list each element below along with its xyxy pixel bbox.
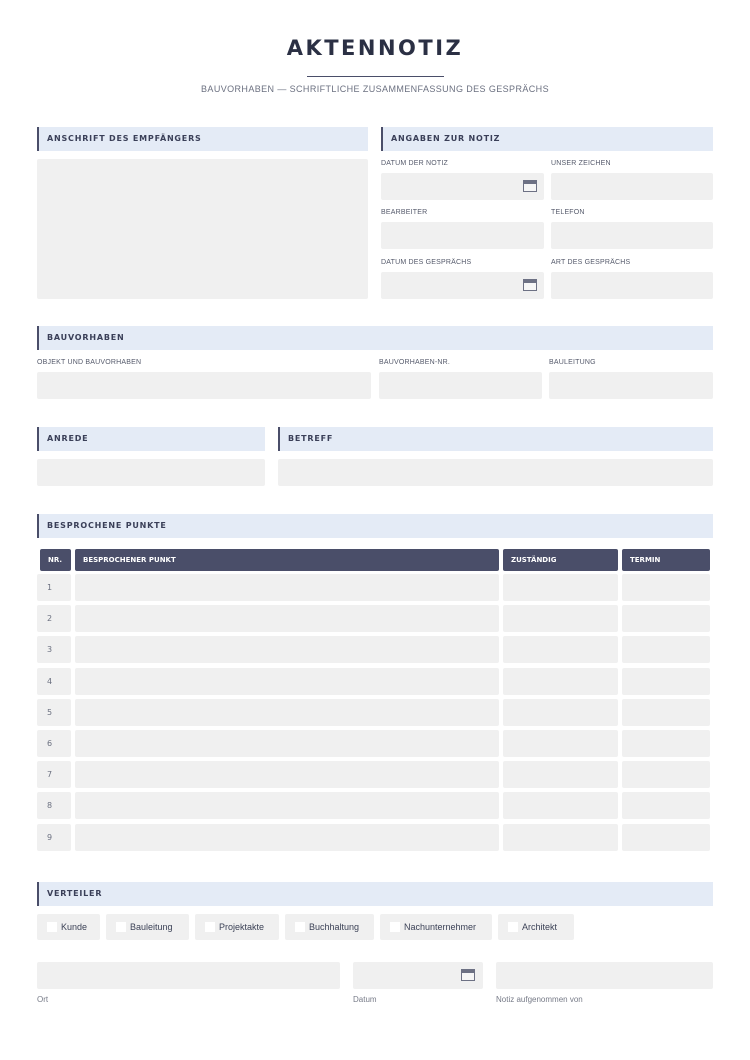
phone-field[interactable] (551, 222, 713, 249)
table-cell-deadline[interactable] (622, 574, 710, 601)
table-cell-deadline[interactable] (622, 605, 710, 632)
table-cell-deadline[interactable] (622, 792, 710, 819)
table-cell-deadline[interactable] (622, 636, 710, 663)
subject-field[interactable] (278, 459, 713, 486)
conv-date-label: DATUM DES GESPRÄCHS (381, 259, 472, 266)
salutation-field[interactable] (37, 459, 265, 486)
checkbox[interactable] (508, 922, 518, 932)
table-row-number: 6 (37, 730, 71, 757)
project-number-label: BAUVORHABEN-NR. (379, 359, 451, 366)
note-date-field[interactable] (381, 173, 544, 200)
table-row-number: 9 (37, 824, 71, 851)
date-label: Datum (353, 995, 377, 1004)
table-cell-point[interactable] (75, 792, 499, 819)
table-cell-point[interactable] (75, 668, 499, 695)
site-manager-label: BAULEITUNG (549, 359, 596, 366)
calendar-icon[interactable] (523, 180, 537, 192)
title-divider (307, 76, 444, 77)
table-cell-responsible[interactable] (503, 730, 618, 757)
site-manager-field[interactable] (549, 372, 713, 399)
note-date-label: DATUM DER NOTIZ (381, 160, 449, 167)
table-cell-point[interactable] (75, 761, 499, 788)
phone-label: TELEFON (551, 209, 585, 216)
table-cell-responsible[interactable] (503, 699, 618, 726)
table-row-number: 7 (37, 761, 71, 788)
table-cell-point[interactable] (75, 605, 499, 632)
table-cell-responsible[interactable] (503, 605, 618, 632)
checkbox[interactable] (295, 922, 305, 932)
table-header-point: BESPROCHENER PUNKT (75, 549, 499, 571)
table-cell-responsible[interactable] (503, 761, 618, 788)
editor-label: BEARBEITER (381, 209, 428, 216)
page-title: AKTENNOTIZ (286, 36, 464, 60)
object-label: OBJEKT UND BAUVORHABEN (37, 359, 142, 366)
table-cell-point[interactable] (75, 730, 499, 757)
checkbox[interactable] (116, 922, 126, 932)
table-cell-responsible[interactable] (503, 792, 618, 819)
table-cell-responsible[interactable] (503, 668, 618, 695)
table-cell-point[interactable] (75, 699, 499, 726)
table-cell-deadline[interactable] (622, 730, 710, 757)
section-recipient-header: ANSCHRIFT DES EMPFÄNGERS (37, 127, 368, 151)
table-header-responsible: ZUSTÄNDIG (503, 549, 618, 571)
checkbox[interactable] (205, 922, 215, 932)
place-field[interactable] (37, 962, 340, 989)
distribution-option-bauleitung[interactable]: Bauleitung (106, 914, 189, 940)
checkbox[interactable] (47, 922, 57, 932)
table-cell-deadline[interactable] (622, 699, 710, 726)
table-cell-deadline[interactable] (622, 668, 710, 695)
conv-date-field[interactable] (381, 272, 544, 299)
table-cell-responsible[interactable] (503, 824, 618, 851)
section-subject-header: BETREFF (278, 427, 713, 451)
page-subtitle: BAUVORHABEN — SCHRIFTLICHE ZUSAMMENFASSUNG DES GESPRÄCHS (201, 84, 549, 94)
distribution-option-nachunternehmer[interactable]: Nachunternehmer (380, 914, 492, 940)
table-header-deadline: TERMIN (622, 549, 710, 571)
table-cell-responsible[interactable] (503, 574, 618, 601)
table-cell-point[interactable] (75, 574, 499, 601)
recorded-by-field[interactable] (496, 962, 713, 989)
table-cell-deadline[interactable] (622, 761, 710, 788)
section-note-info-header: ANGABEN ZUR NOTIZ (381, 127, 713, 151)
table-row-number: 5 (37, 699, 71, 726)
distribution-option-projektakte[interactable]: Projektakte (195, 914, 279, 940)
table-cell-point[interactable] (75, 636, 499, 663)
table-row-number: 1 (37, 574, 71, 601)
distribution-option-buchhaltung[interactable]: Buchhaltung (285, 914, 374, 940)
conv-type-label: ART DES GESPRÄCHS (551, 259, 631, 266)
recorded-by-label: Notiz aufgenommen von (496, 995, 583, 1004)
project-number-field[interactable] (379, 372, 542, 399)
section-salutation-header: ANREDE (37, 427, 265, 451)
checkbox[interactable] (390, 922, 400, 932)
table-cell-responsible[interactable] (503, 636, 618, 663)
table-row-number: 8 (37, 792, 71, 819)
calendar-icon[interactable] (523, 279, 537, 291)
section-project-header: BAUVORHABEN (37, 326, 713, 350)
table-cell-deadline[interactable] (622, 824, 710, 851)
calendar-icon[interactable] (461, 969, 475, 981)
our-ref-field[interactable] (551, 173, 713, 200)
recipient-address-field[interactable] (37, 159, 368, 299)
our-ref-label: UNSER ZEICHEN (551, 160, 611, 167)
table-row-number: 3 (37, 636, 71, 663)
editor-field[interactable] (381, 222, 544, 249)
object-field[interactable] (37, 372, 371, 399)
place-label: Ort (37, 995, 49, 1004)
distribution-option-architekt[interactable]: Architekt (498, 914, 574, 940)
section-distribution-header: VERTEILER (37, 882, 713, 906)
table-row-number: 2 (37, 605, 71, 632)
table-header-nr: NR. (40, 549, 71, 571)
date-field[interactable] (353, 962, 483, 989)
distribution-option-kunde[interactable]: Kunde (37, 914, 100, 940)
table-cell-point[interactable] (75, 824, 499, 851)
table-row-number: 4 (37, 668, 71, 695)
section-points-header: BESPROCHENE PUNKTE (37, 514, 713, 538)
conv-type-field[interactable] (551, 272, 713, 299)
